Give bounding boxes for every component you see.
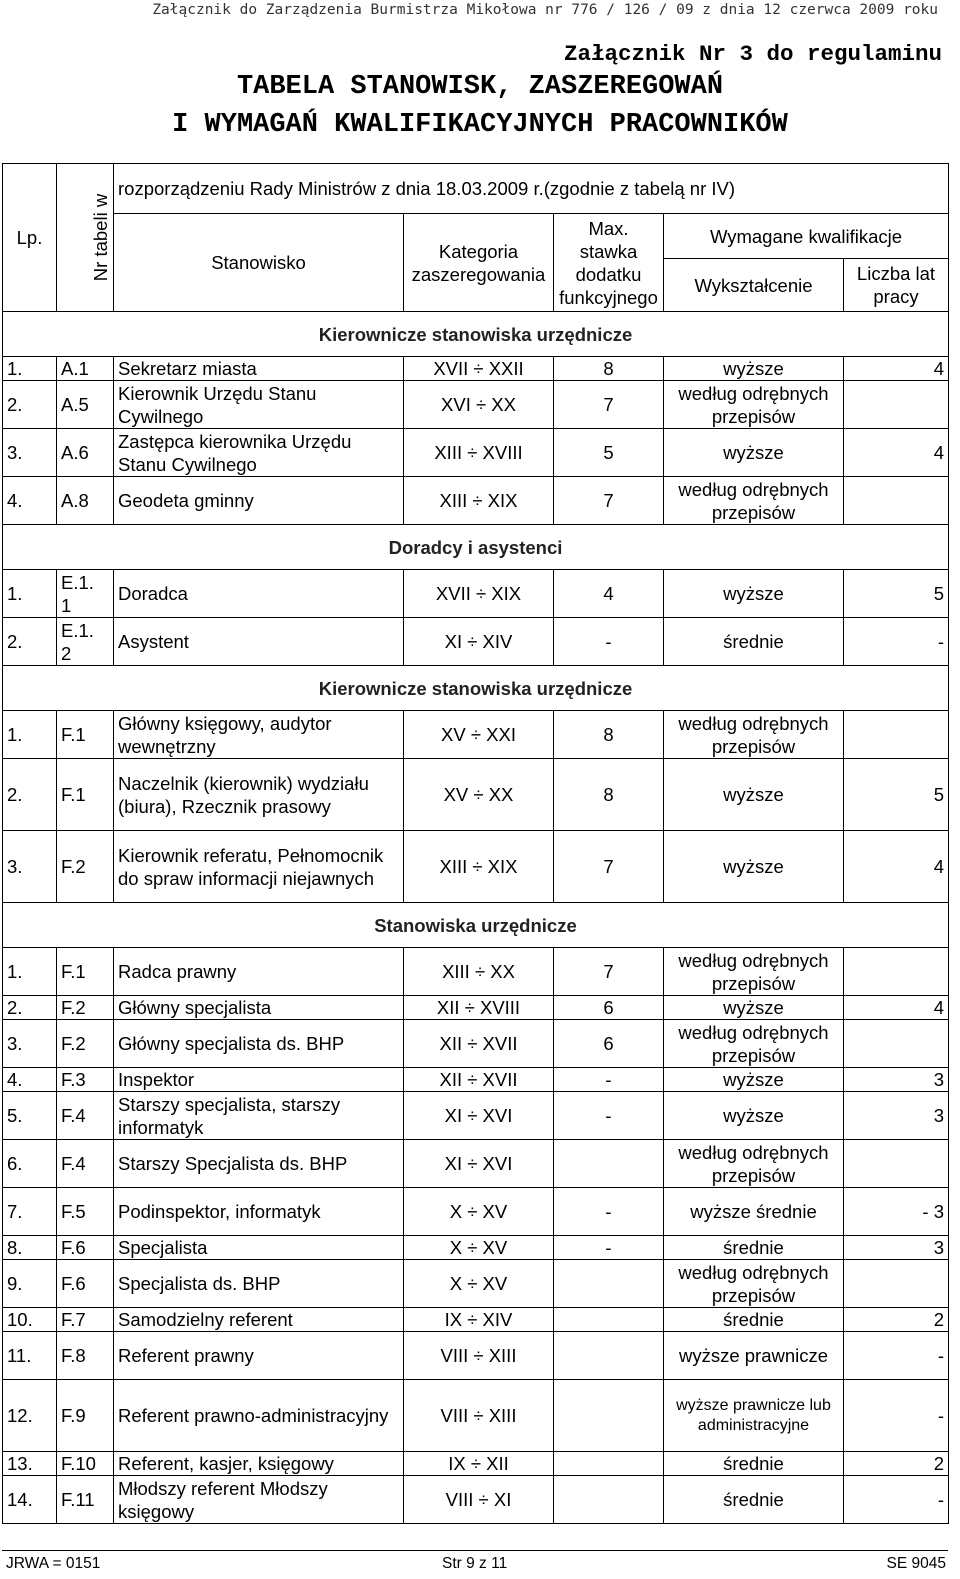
row-education: według odrębnych przepisów (664, 948, 844, 996)
row-category: VIII ÷ XI (404, 1476, 554, 1524)
row-years-of-work: 4 (844, 357, 949, 381)
row-years-of-work: - (844, 1332, 949, 1380)
row-years-of-work (844, 1140, 949, 1188)
table-row (3, 1140, 949, 1188)
section-header-row (3, 312, 949, 357)
section-header-row (3, 525, 949, 570)
table-row (3, 1020, 949, 1068)
row-lp: 2. (3, 381, 57, 429)
row-education: według odrębnych przepisów (664, 1260, 844, 1308)
row-category: XI ÷ XVI (404, 1140, 554, 1188)
row-position-name: Referent prawny (114, 1332, 404, 1380)
row-function-bonus: 4 (554, 570, 664, 618)
row-table-number: F.5 (57, 1188, 114, 1236)
row-position-name: Radca prawny (114, 948, 404, 996)
row-position-name: Asystent (114, 618, 404, 666)
row-education: wyższe (664, 357, 844, 381)
header-lp: Lp. (3, 164, 57, 312)
row-years-of-work: 4 (844, 429, 949, 477)
row-table-number: A.6 (57, 429, 114, 477)
row-years-of-work: 3 (844, 1236, 949, 1260)
row-table-number: F.2 (57, 831, 114, 903)
footer-se: SE 9045 (886, 1555, 946, 1572)
row-years-of-work: 5 (844, 759, 949, 831)
row-position-name: Główny specjalista (114, 996, 404, 1020)
row-education: według odrębnych przepisów (664, 711, 844, 759)
table-row (3, 1260, 949, 1308)
row-position-name: Podinspektor, informatyk (114, 1188, 404, 1236)
row-education: wyższe prawnicze (664, 1332, 844, 1380)
row-years-of-work: - 3 (844, 1188, 949, 1236)
row-table-number: F.3 (57, 1068, 114, 1092)
row-table-number: F.6 (57, 1236, 114, 1260)
row-years-of-work: 2 (844, 1452, 949, 1476)
table-row (3, 1380, 949, 1452)
page-footer (2, 1550, 948, 1572)
row-function-bonus (554, 1260, 664, 1308)
table-row (3, 1068, 949, 1092)
header-stawka: Max. stawka dodatku funkcyjnego (554, 214, 664, 312)
row-lp: 11. (3, 1332, 57, 1380)
row-function-bonus: - (554, 1092, 664, 1140)
table-row (3, 570, 949, 618)
row-education: wyższe (664, 429, 844, 477)
row-education: wyższe prawnicze lub administracyjne (664, 1380, 844, 1452)
row-function-bonus: 8 (554, 711, 664, 759)
row-lp: 3. (3, 831, 57, 903)
row-lp: 8. (3, 1236, 57, 1260)
row-function-bonus: 8 (554, 357, 664, 381)
row-function-bonus (554, 1308, 664, 1332)
row-function-bonus: 6 (554, 1020, 664, 1068)
row-table-number: E.1. 1 (57, 570, 114, 618)
row-function-bonus: 7 (554, 831, 664, 903)
row-education: wyższe (664, 1092, 844, 1140)
row-function-bonus: 8 (554, 759, 664, 831)
row-table-number: F.11 (57, 1476, 114, 1524)
row-category: VIII ÷ XIII (404, 1380, 554, 1452)
row-education: według odrębnych przepisów (664, 1020, 844, 1068)
row-lp: 2. (3, 996, 57, 1020)
row-lp: 4. (3, 477, 57, 525)
row-lp: 1. (3, 948, 57, 996)
row-position-name: Referent prawno-administracyjny (114, 1380, 404, 1452)
positions-table (2, 163, 949, 1524)
row-position-name: Referent, kasjer, księgowy (114, 1452, 404, 1476)
row-years-of-work: 3 (844, 1068, 949, 1092)
row-category: XIII ÷ XX (404, 948, 554, 996)
page-title-line-2: I WYMAGAŃ KWALIFIKACYJNYCH PRACOWNIKÓW (172, 110, 788, 140)
row-lp: 4. (3, 1068, 57, 1092)
row-category: IX ÷ XIV (404, 1308, 554, 1332)
header-liczba: Liczba lat pracy (844, 259, 949, 312)
row-lp: 12. (3, 1380, 57, 1452)
row-years-of-work (844, 381, 949, 429)
row-category: XII ÷ XVII (404, 1020, 554, 1068)
row-education: wyższe średnie (664, 1188, 844, 1236)
row-table-number: F.1 (57, 759, 114, 831)
row-lp: 3. (3, 1020, 57, 1068)
row-category: XV ÷ XXI (404, 711, 554, 759)
row-category: VIII ÷ XIII (404, 1332, 554, 1380)
row-education: średnie (664, 1236, 844, 1260)
table-row (3, 1092, 949, 1140)
row-function-bonus: - (554, 1236, 664, 1260)
row-position-name: Samodzielny referent (114, 1308, 404, 1332)
row-category: X ÷ XV (404, 1236, 554, 1260)
row-table-number: F.2 (57, 996, 114, 1020)
row-education: według odrębnych przepisów (664, 477, 844, 525)
row-education: wyższe (664, 996, 844, 1020)
row-years-of-work: 4 (844, 996, 949, 1020)
section-header-row (3, 903, 949, 948)
row-category: XVII ÷ XIX (404, 570, 554, 618)
row-position-name: Starszy Specjalista ds. BHP (114, 1140, 404, 1188)
row-table-number: F.1 (57, 711, 114, 759)
table-row (3, 1452, 949, 1476)
row-category: XIII ÷ XVIII (404, 429, 554, 477)
section-title: Doradcy i asystenci (3, 525, 949, 570)
row-lp: 9. (3, 1260, 57, 1308)
row-position-name: Kierownik Urzędu Stanu Cywilnego (114, 381, 404, 429)
table-row (3, 477, 949, 525)
row-category: X ÷ XV (404, 1260, 554, 1308)
row-function-bonus: 7 (554, 381, 664, 429)
attachment-label: Załącznik Nr 3 do regulaminu (563, 41, 942, 67)
row-lp: 10. (3, 1308, 57, 1332)
row-table-number: F.6 (57, 1260, 114, 1308)
row-lp: 5. (3, 1092, 57, 1140)
row-lp: 13. (3, 1452, 57, 1476)
row-position-name: Doradca (114, 570, 404, 618)
row-education: wyższe (664, 1068, 844, 1092)
table-row (3, 1188, 949, 1236)
row-category: IX ÷ XII (404, 1452, 554, 1476)
row-lp: 7. (3, 1188, 57, 1236)
row-education: średnie (664, 1452, 844, 1476)
section-title: Kierownicze stanowiska urzędnicze (3, 312, 949, 357)
table-row (3, 759, 949, 831)
row-function-bonus (554, 1380, 664, 1452)
row-lp: 1. (3, 570, 57, 618)
header-regulation: rozporządzeniu Rady Ministrów z dnia 18.03.2009 r.(zgodnie z tabelą nr IV) (114, 164, 949, 214)
row-function-bonus: - (554, 618, 664, 666)
row-lp: 1. (3, 357, 57, 381)
row-years-of-work: - (844, 1380, 949, 1452)
row-education: według odrębnych przepisów (664, 1140, 844, 1188)
row-category: XII ÷ XVII (404, 1068, 554, 1092)
row-years-of-work: 3 (844, 1092, 949, 1140)
row-position-name: Kierownik referatu, Pełnomocnik do spraw informacji niejawnych (114, 831, 404, 903)
table-row (3, 429, 949, 477)
table-row (3, 357, 949, 381)
row-position-name: Młodszy referent Młodszy księgowy (114, 1476, 404, 1524)
table-row (3, 381, 949, 429)
row-position-name: Specjalista (114, 1236, 404, 1260)
row-lp: 2. (3, 618, 57, 666)
row-category: XII ÷ XVIII (404, 996, 554, 1020)
row-years-of-work (844, 1020, 949, 1068)
row-position-name: Starszy specjalista, starszy informatyk (114, 1092, 404, 1140)
table-row (3, 996, 949, 1020)
page-title-line-1: TABELA STANOWISK, ZASZEREGOWAŃ (236, 72, 724, 102)
row-lp: 1. (3, 711, 57, 759)
row-education: wyższe (664, 831, 844, 903)
row-function-bonus: 7 (554, 477, 664, 525)
row-table-number: A.5 (57, 381, 114, 429)
row-position-name: Naczelnik (kierownik) wydziału (biura), Rzecznik prasowy (114, 759, 404, 831)
row-years-of-work (844, 1260, 949, 1308)
row-years-of-work: 4 (844, 831, 949, 903)
row-category: XV ÷ XX (404, 759, 554, 831)
row-table-number: A.1 (57, 357, 114, 381)
row-table-number: F.4 (57, 1092, 114, 1140)
row-education: wyższe (664, 759, 844, 831)
row-table-number: E.1. 2 (57, 618, 114, 666)
footer-page-number: Str 9 z 11 (442, 1555, 508, 1572)
row-function-bonus: - (554, 1188, 664, 1236)
row-position-name: Zastępca kierownika Urzędu Stanu Cywilnego (114, 429, 404, 477)
row-function-bonus (554, 1476, 664, 1524)
row-position-name: Sekretarz miasta (114, 357, 404, 381)
row-function-bonus (554, 1452, 664, 1476)
row-table-number: F.2 (57, 1020, 114, 1068)
row-lp: 14. (3, 1476, 57, 1524)
row-function-bonus (554, 1332, 664, 1380)
row-category: XI ÷ XIV (404, 618, 554, 666)
row-function-bonus: 6 (554, 996, 664, 1020)
header-stanowisko: Stanowisko (114, 214, 404, 312)
table-row (3, 948, 949, 996)
row-education: według odrębnych przepisów (664, 381, 844, 429)
table-row (3, 831, 949, 903)
row-years-of-work (844, 477, 949, 525)
header-kategoria: Kategoria zaszeregowania (404, 214, 554, 312)
table-row (3, 1308, 949, 1332)
row-table-number: F.1 (57, 948, 114, 996)
row-years-of-work: - (844, 1476, 949, 1524)
header-wyksztalcenie: Wykształcenie (664, 259, 844, 312)
table-row (3, 1332, 949, 1380)
section-header-row (3, 666, 949, 711)
row-position-name: Geodeta gminny (114, 477, 404, 525)
table-row (3, 1476, 949, 1524)
row-years-of-work (844, 711, 949, 759)
header-wymagane: Wymagane kwalifikacje (664, 214, 949, 259)
row-table-number: F.8 (57, 1332, 114, 1380)
table-row (3, 618, 949, 666)
row-function-bonus: 5 (554, 429, 664, 477)
table-row (3, 711, 949, 759)
row-table-number: A.8 (57, 477, 114, 525)
row-position-name: Specjalista ds. BHP (114, 1260, 404, 1308)
row-years-of-work: 5 (844, 570, 949, 618)
row-table-number: F.7 (57, 1308, 114, 1332)
row-category: XVII ÷ XXII (404, 357, 554, 381)
row-years-of-work: 2 (844, 1308, 949, 1332)
row-position-name: Główny księgowy, audytor wewnętrzny (114, 711, 404, 759)
row-category: XVI ÷ XX (404, 381, 554, 429)
row-table-number: F.9 (57, 1380, 114, 1452)
row-category: X ÷ XV (404, 1188, 554, 1236)
row-position-name: Inspektor (114, 1068, 404, 1092)
row-category: XI ÷ XVI (404, 1092, 554, 1140)
row-education: średnie (664, 618, 844, 666)
row-education: średnie (664, 1308, 844, 1332)
row-lp: 3. (3, 429, 57, 477)
row-table-number: F.4 (57, 1140, 114, 1188)
row-table-number: F.10 (57, 1452, 114, 1476)
row-category: XIII ÷ XIX (404, 831, 554, 903)
section-title: Kierownicze stanowiska urzędnicze (3, 666, 949, 711)
row-function-bonus (554, 1140, 664, 1188)
row-education: średnie (664, 1476, 844, 1524)
footer-jrwa: JRWA = 0151 (6, 1555, 101, 1572)
document-reference-line: Załącznik do Zarządzenia Burmistrza Mikołowa nr 776 / 126 / 09 z dnia 12 czerwca 2009 roku (152, 2, 938, 18)
row-category: XIII ÷ XIX (404, 477, 554, 525)
row-position-name: Główny specjalista ds. BHP (114, 1020, 404, 1068)
header-table-number: Nr tabeli w (57, 164, 114, 312)
section-title: Stanowiska urzędnicze (3, 903, 949, 948)
row-lp: 2. (3, 759, 57, 831)
row-function-bonus: - (554, 1068, 664, 1092)
row-years-of-work: - (844, 618, 949, 666)
row-years-of-work (844, 948, 949, 996)
table-row (3, 1236, 949, 1260)
row-education: wyższe (664, 570, 844, 618)
row-function-bonus: 7 (554, 948, 664, 996)
row-lp: 6. (3, 1140, 57, 1188)
